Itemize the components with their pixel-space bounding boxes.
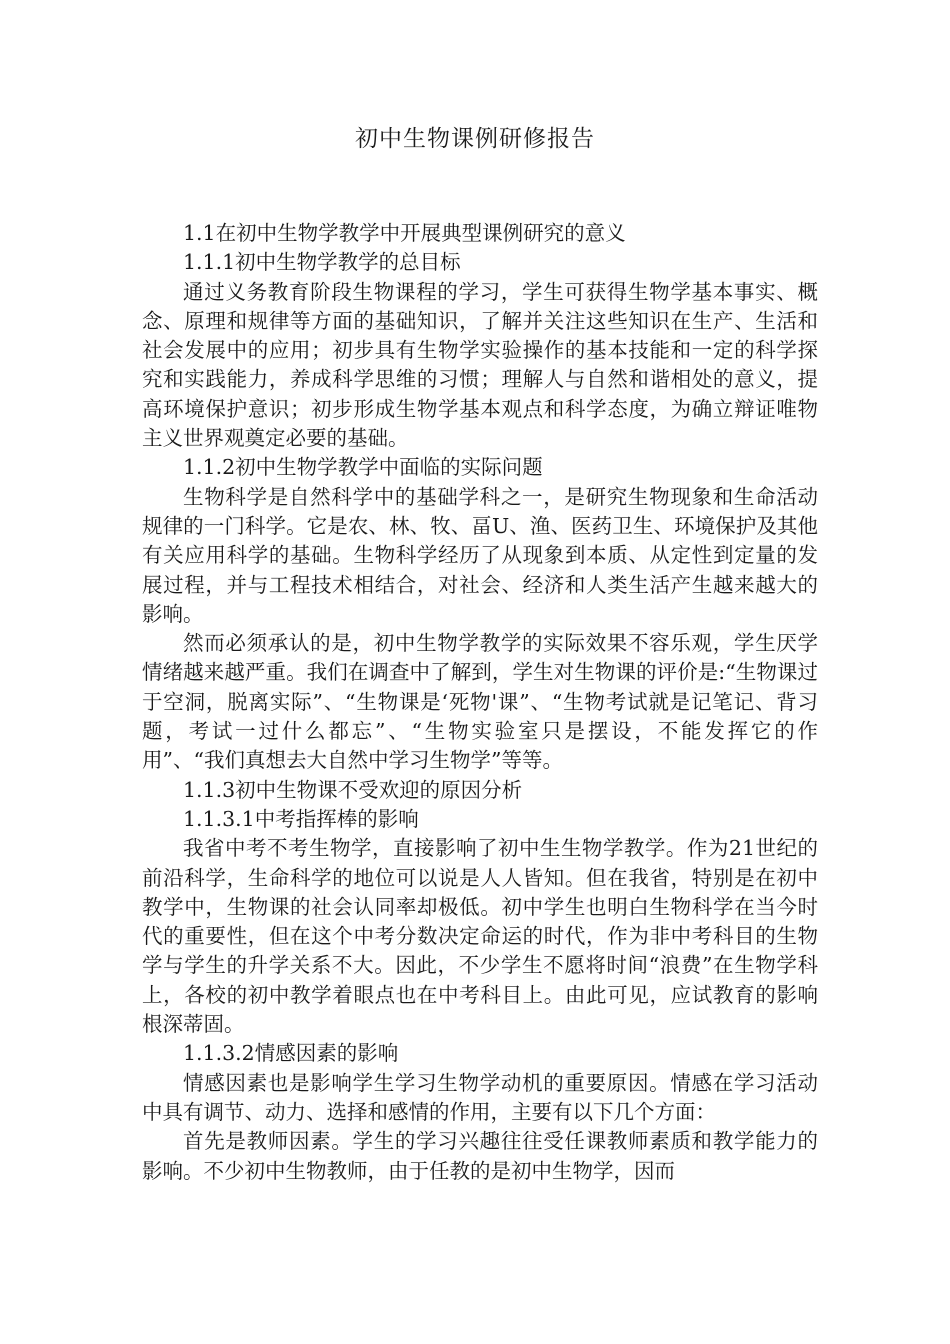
document-title: 初中生物课例研修报告: [355, 126, 595, 152]
subsection-heading: 1.1.1初中生物学教学的总目标: [183, 250, 461, 275]
body-paragraph: 生物科学是自然科学中的基础学科之一，是研究生物现象和生命活动规律的一门科学。它是农、林、牧、畐U、渔、医药卫生、环境保护及其他有关应用科学的基础。生物科学经历了从现象到本质、从定性到定量的发展过程，并与工程技术相结合，对社会、经济和人类生活产生越来越大的影响。: [142, 484, 818, 626]
body-paragraph: 通过义务教育阶段生物课程的学习，学生可获得生物学基本事实、概念、原理和规律等方面的基础知识，了解并关注这些知识在生产、生活和社会发展中的应用；初步具有生物学实验操作的基本技能和一定的科学探究和实践能力，养成科学思维的习惯；理解人与自然和谐相处的意义，提高环境保护意识；初步形成生物学基本观点和科学态度，为确立辩证唯物主义世界观奠定必要的基础。: [142, 279, 818, 451]
body-paragraph: 然而必须承认的是，初中生物学教学的实际效果不容乐观，学生厌学情绪越来越严重。我们在调查中了解到，学生对生物课的评价是:“生物课过于空洞，脱离实际”、“生物课是‘死物'课”、“生物考试就是记笔记、背习题，考试一过什么都忘”、“生物实验室只是摆设，不能发挥它的作用”、“我们真想去大自然中学习生物学”等等。: [142, 631, 818, 773]
body-paragraph: 我省中考不考生物学，直接影响了初中生生物学教学。作为21世纪的前沿科学，生命科学的地位可以说是人人皆知。但在我省，特别是在初中教学中，生物课的社会认同率却极低。初中学生也明白生物科学在当今时代的重要性，但在这个中考分数决定命运的时代，作为非中考科目的生物学与学生的升学关系不大。因此，不少学生不愿将时间“浪费”在生物学科上，各校的初中教学着眼点也在中考科目上。由此可见，应试教育的影响根深蒂固。: [142, 836, 818, 1037]
section-heading: 1.1在初中生物学教学中开展典型课例研究的意义: [183, 221, 626, 245]
subsection-heading: 1.1.2初中生物学教学中面临的实际问题: [183, 455, 543, 480]
body-paragraph: 首先是教师因素。学生的学习兴趣往往受任课教师素质和教学能力的影响。不少初中生物教师，由于任教的是初中生物学，因而: [142, 1129, 818, 1183]
subsubsection-heading: 1.1.3.2情感因素的影响: [183, 1041, 399, 1066]
body-paragraph: 情感因素也是影响学生学习生物学动机的重要原因。情感在学习活动中具有调节、动力、选择和感情的作用，主要有以下几个方面：: [142, 1070, 818, 1124]
document-body: [142, 219, 818, 1186]
subsection-heading: 1.1.3初中生物课不受欢迎的原因分析: [183, 777, 523, 802]
subsubsection-heading: 1.1.3.1中考指挥棒的影响: [183, 806, 419, 831]
